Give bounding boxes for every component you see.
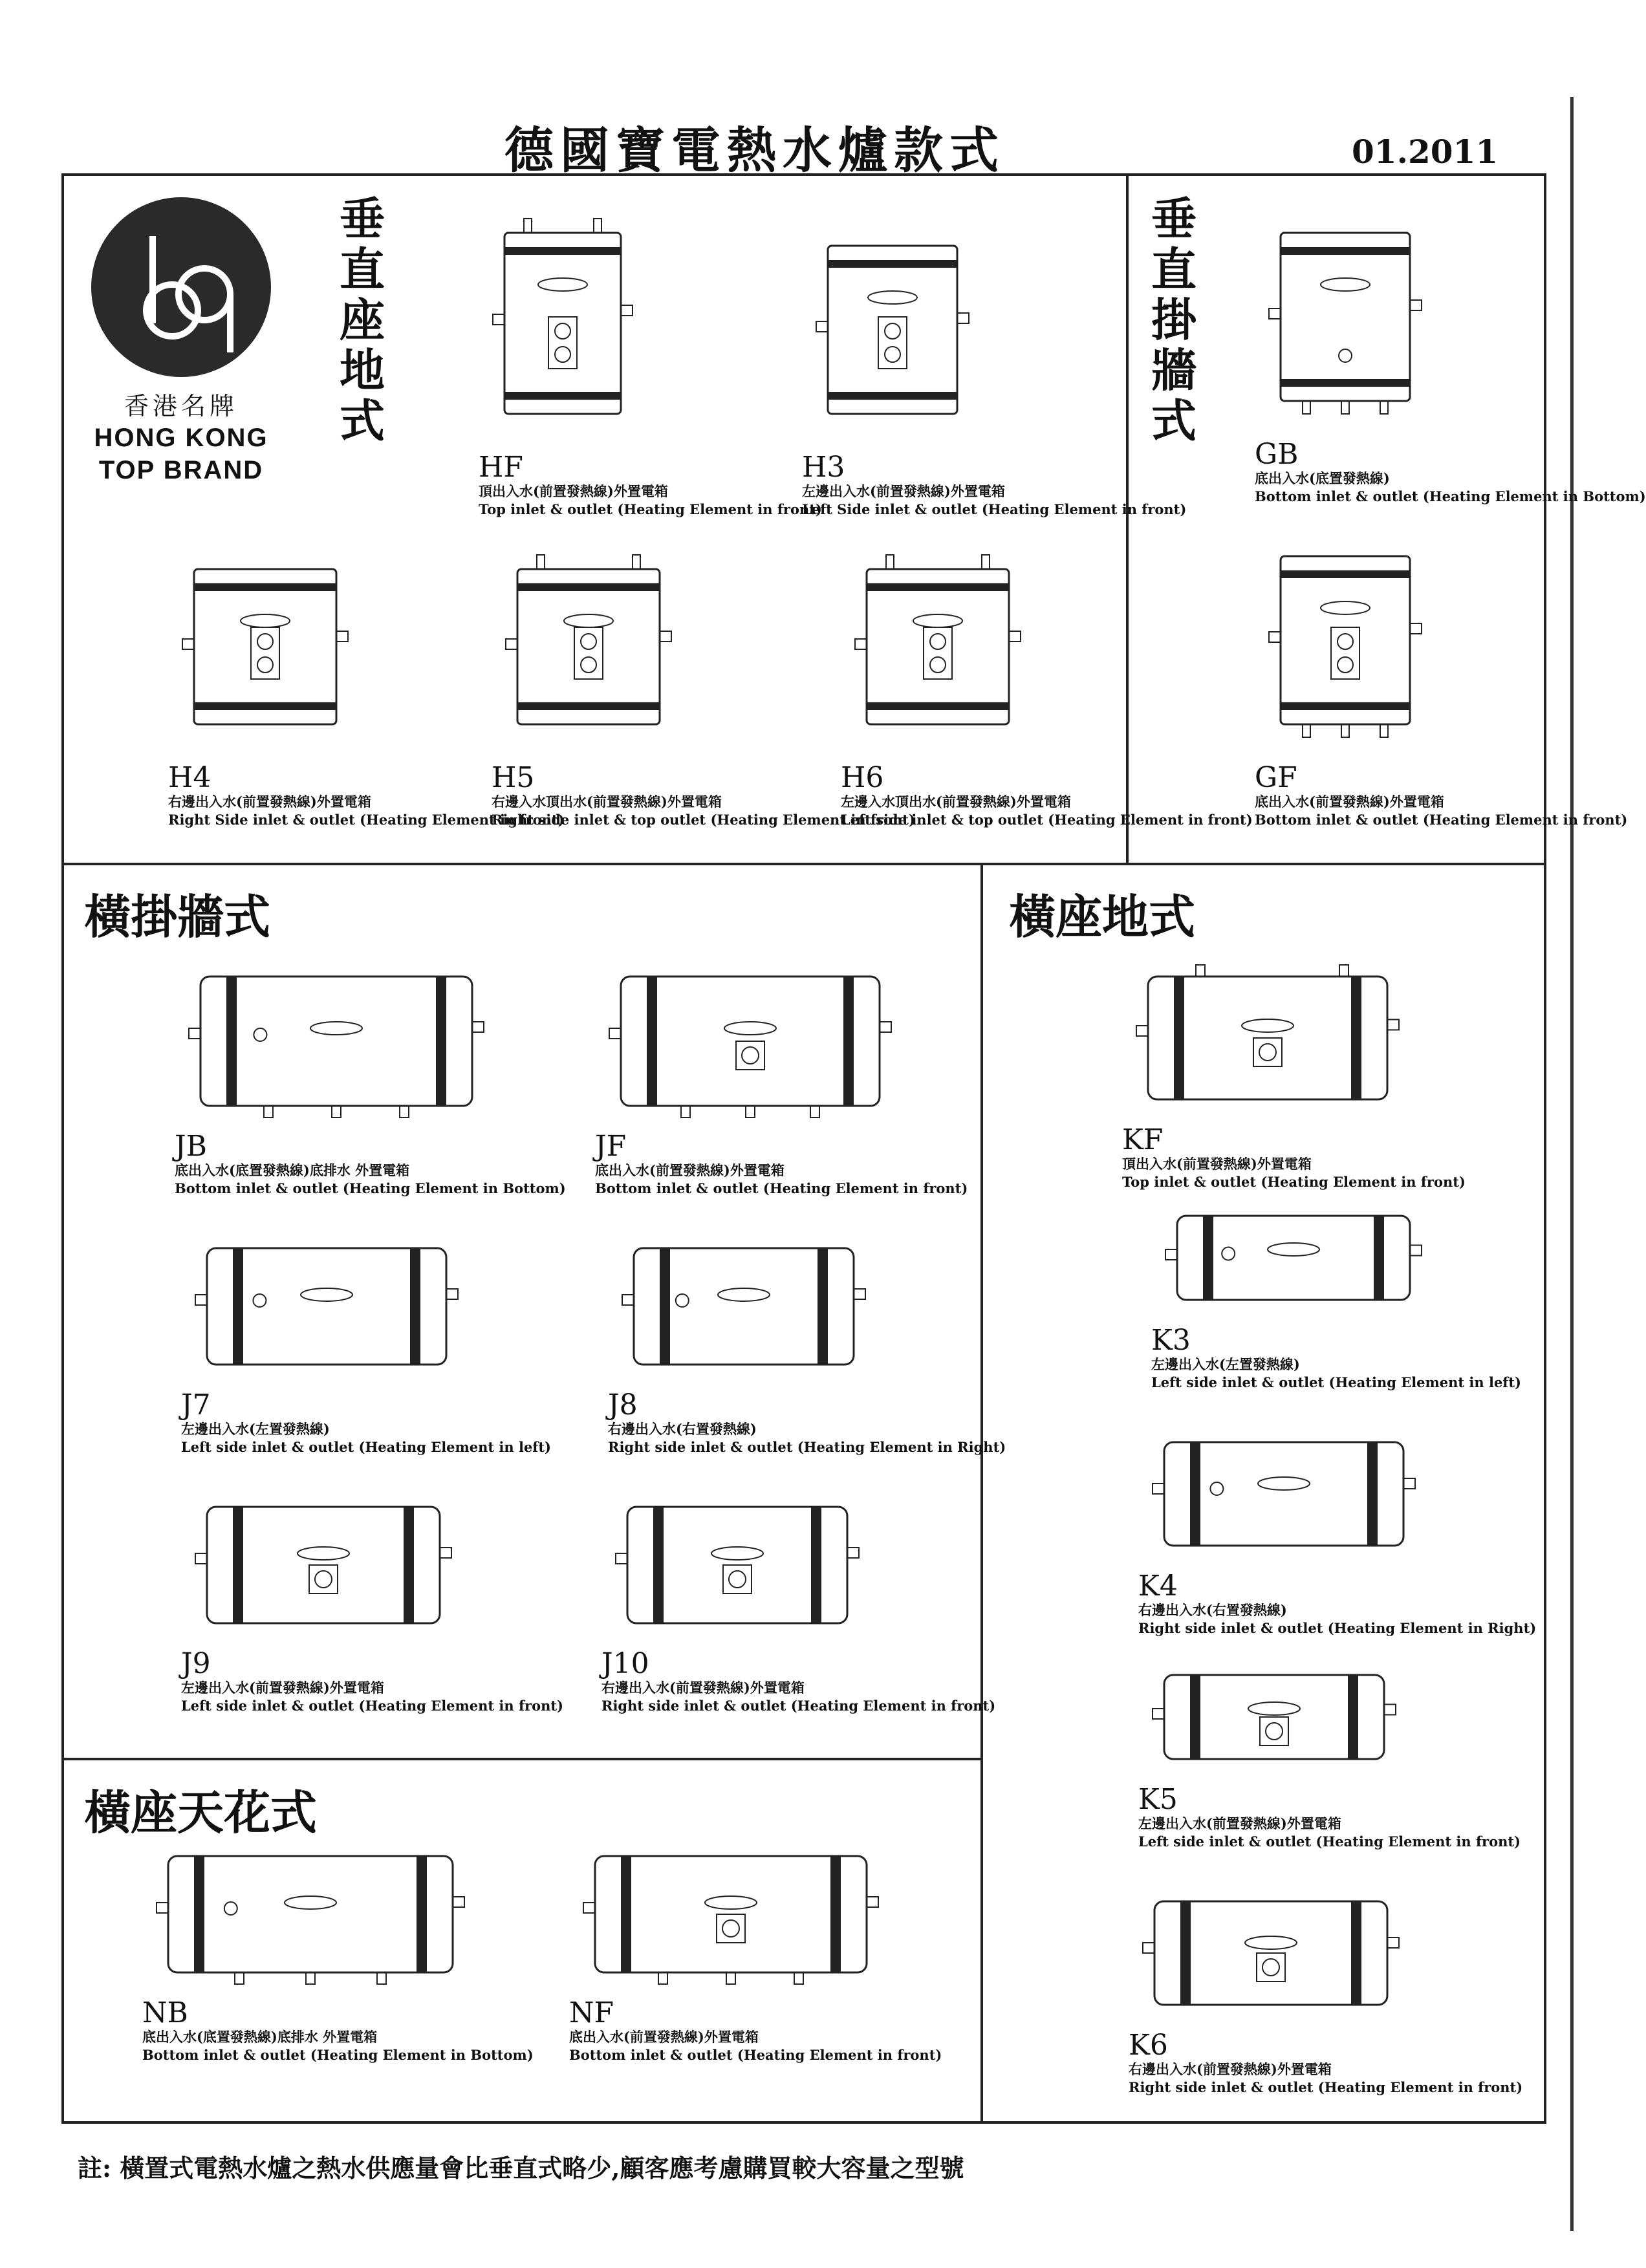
model-description-zh: 右邊入水頂出水(前置發熱線)外置電箱: [492, 794, 722, 810]
heater-drawing: [181, 1487, 466, 1649]
model-description-zh: 底出入水(前置發熱線)外置電箱: [1255, 794, 1444, 810]
model-code: GB: [1255, 438, 1299, 471]
model-description-zh: 左邊出入水(前置發熱線)外置電箱: [802, 483, 1005, 499]
heater-drawing: [1138, 1656, 1410, 1785]
section-title-vertical-wall: 垂直掛牆式: [1151, 192, 1197, 448]
model-code: NF: [569, 1996, 614, 2029]
model-code: NB: [142, 1996, 188, 2029]
model-description-zh: 右邊出入水(前置發熱線)外置電箱: [1129, 2061, 1332, 2077]
model-code: K6: [1129, 2029, 1168, 2062]
model-description-zh: 左邊出入水(前置發熱線)外置電箱: [181, 1679, 384, 1696]
model-description-zh: 左邊出入水(左置發熱線): [1151, 1356, 1300, 1372]
model-nf: [569, 1837, 942, 2064]
model-description-zh: 右邊出入水(前置發熱線)外置電箱: [168, 794, 371, 810]
model-description-en: Left side inlet & outlet (Heating Element in left): [181, 1439, 551, 1455]
model-description-en: Bottom inlet & outlet (Heating Element in Bottom): [142, 2047, 534, 2063]
model-description-en: Right side inlet & outlet (Heating Element in front): [601, 1698, 996, 1714]
page-title: 德國寶電熱水爐款式: [504, 122, 1005, 179]
heater-drawing: [1151, 1196, 1436, 1326]
date: 01.2011: [1352, 133, 1499, 171]
logo-circle: [91, 197, 271, 377]
model-nb: [142, 1837, 534, 2064]
heater-drawing: [492, 543, 686, 763]
heater-drawing: [601, 1487, 873, 1649]
heater-drawing: [168, 543, 362, 763]
heater-drawing: [181, 1229, 472, 1390]
model-description-zh: 右邊出入水(右置發熱線): [1138, 1602, 1287, 1618]
model-code: H5: [492, 761, 535, 794]
model-description-zh: 左邊出入水(左置發熱線): [181, 1421, 330, 1437]
logo-english-1: HONG KONG: [94, 424, 268, 452]
model-code: KF: [1122, 1123, 1164, 1156]
model-code: JF: [595, 1130, 627, 1163]
heater-drawing: [569, 1837, 893, 1998]
brand-logo: [91, 197, 272, 486]
model-k6: [1129, 1882, 1522, 2096]
model-kf: [1122, 957, 1466, 1191]
section-title-horizontal-floor: 橫座地式: [1009, 889, 1196, 944]
model-description-en: Bottom inlet & outlet (Heating Element in Bottom): [175, 1180, 566, 1196]
model-description-zh: 左邊入水頂出水(前置發熱線)外置電箱: [841, 794, 1071, 810]
model-description-zh: 右邊出入水(前置發熱線)外置電箱: [601, 1679, 805, 1696]
model-description-en: Right side inlet & top outlet (Heating Element in front): [492, 812, 915, 828]
model-code: K5: [1138, 1783, 1178, 1816]
model-code: JB: [175, 1130, 207, 1163]
model-j9: [181, 1487, 563, 1714]
model-code: K4: [1138, 1570, 1178, 1603]
heater-drawing: [1255, 207, 1436, 440]
model-code: J7: [181, 1388, 211, 1421]
model-jb: [175, 957, 566, 1197]
model-description-en: Top inlet & outlet (Heating Element in front): [479, 501, 822, 517]
model-hf: [479, 207, 822, 518]
model-description-en: Right Side inlet & outlet (Heating Element in front): [168, 812, 565, 828]
model-description-en: Right side inlet & outlet (Heating Element in front): [1129, 2079, 1523, 2095]
model-description-en: Top inlet & outlet (Heating Element in front): [1122, 1174, 1466, 1190]
heater-drawing: [142, 1837, 479, 1998]
model-description-zh: 左邊出入水(前置發熱線)外置電箱: [1138, 1815, 1341, 1831]
model-description-en: Left side inlet & outlet (Heating Element in left): [1151, 1374, 1521, 1390]
model-code: H6: [841, 761, 884, 794]
model-description-zh: 底出入水(前置發熱線)外置電箱: [569, 2029, 759, 2045]
model-h6b: [841, 543, 1253, 828]
model-description-zh: 底出入水(底置發熱線)底排水 外置電箱: [175, 1162, 410, 1178]
model-description-zh: 底出入水(底置發熱線)底排水 外置電箱: [142, 2029, 378, 2045]
model-description-en: Bottom inlet & outlet (Heating Element in front): [595, 1180, 968, 1196]
model-code: J8: [608, 1388, 638, 1421]
model-description-en: Left side inlet & top outlet (Heating Element in front): [841, 812, 1253, 828]
model-description-zh: 頂出入水(前置發熱線)外置電箱: [1122, 1156, 1312, 1172]
model-h3: [802, 220, 1186, 518]
model-description-zh: 底出入水(底置發熱線): [1255, 470, 1390, 486]
logo-english-2: TOP BRAND: [98, 456, 264, 484]
heater-drawing: [595, 957, 905, 1132]
model-description-en: Left Side inlet & outlet (Heating Element in front): [802, 501, 1187, 517]
model-code: HF: [479, 451, 523, 484]
logo-chinese: 香港名牌: [124, 392, 238, 420]
model-k3: [1151, 1196, 1521, 1391]
heater-drawing: [175, 957, 498, 1132]
model-description-en: Left side inlet & outlet (Heating Element in front): [1138, 1833, 1521, 1850]
section-title-vertical-floor: 垂直座地式: [340, 192, 385, 448]
model-code: GF: [1255, 761, 1297, 794]
model-k4: [1138, 1423, 1536, 1637]
bp-monogram-icon: [91, 197, 271, 377]
model-code: K3: [1151, 1324, 1191, 1357]
model-code: H3: [802, 451, 845, 484]
model-code: J9: [181, 1647, 211, 1680]
model-gb: [1255, 207, 1646, 505]
model-description-en: Bottom inlet & outlet (Heating Element in Bottom): [1255, 488, 1646, 504]
heater-drawing: [841, 543, 1035, 763]
model-description-en: Left side inlet & outlet (Heating Element in front): [181, 1698, 563, 1714]
model-description-en: Right side inlet & outlet (Heating Element in Right): [608, 1439, 1006, 1455]
model-j7: [181, 1229, 551, 1456]
model-description-zh: 底出入水(前置發熱線)外置電箱: [595, 1162, 785, 1178]
heater-drawing: [479, 207, 647, 453]
model-description-en: Bottom inlet & outlet (Heating Element in front): [569, 2047, 942, 2063]
section-title-horizontal-ceiling: 橫座天花式: [84, 1785, 318, 1840]
model-description-en: Right side inlet & outlet (Heating Element in Right): [1138, 1620, 1537, 1636]
heater-drawing: [1255, 530, 1436, 763]
model-description-zh: 頂出入水(前置發熱線)外置電箱: [479, 483, 668, 499]
heater-drawing: [608, 1229, 880, 1390]
section-title-horizontal-wall: 橫掛牆式: [84, 889, 271, 944]
model-j8: [608, 1229, 1006, 1456]
model-k5: [1138, 1656, 1521, 1850]
model-description-zh: 右邊出入水(右置發熱線): [608, 1421, 757, 1437]
heater-drawing: [1122, 957, 1413, 1125]
model-j10: [601, 1487, 995, 1714]
heater-drawing: [802, 220, 983, 453]
model-code: J10: [601, 1647, 649, 1680]
model-code: H4: [168, 761, 211, 794]
heater-drawing: [1129, 1882, 1413, 2031]
footer-note: 註: 橫置式電熱水爐之熱水供應量會比垂直式略少,顧客應考慮購買較大容量之型號: [78, 2154, 964, 2183]
model-description-en: Bottom inlet & outlet (Heating Element in front): [1255, 812, 1628, 828]
model-jf: [595, 957, 968, 1197]
model-gf: [1255, 530, 1627, 828]
heater-drawing: [1138, 1423, 1429, 1571]
